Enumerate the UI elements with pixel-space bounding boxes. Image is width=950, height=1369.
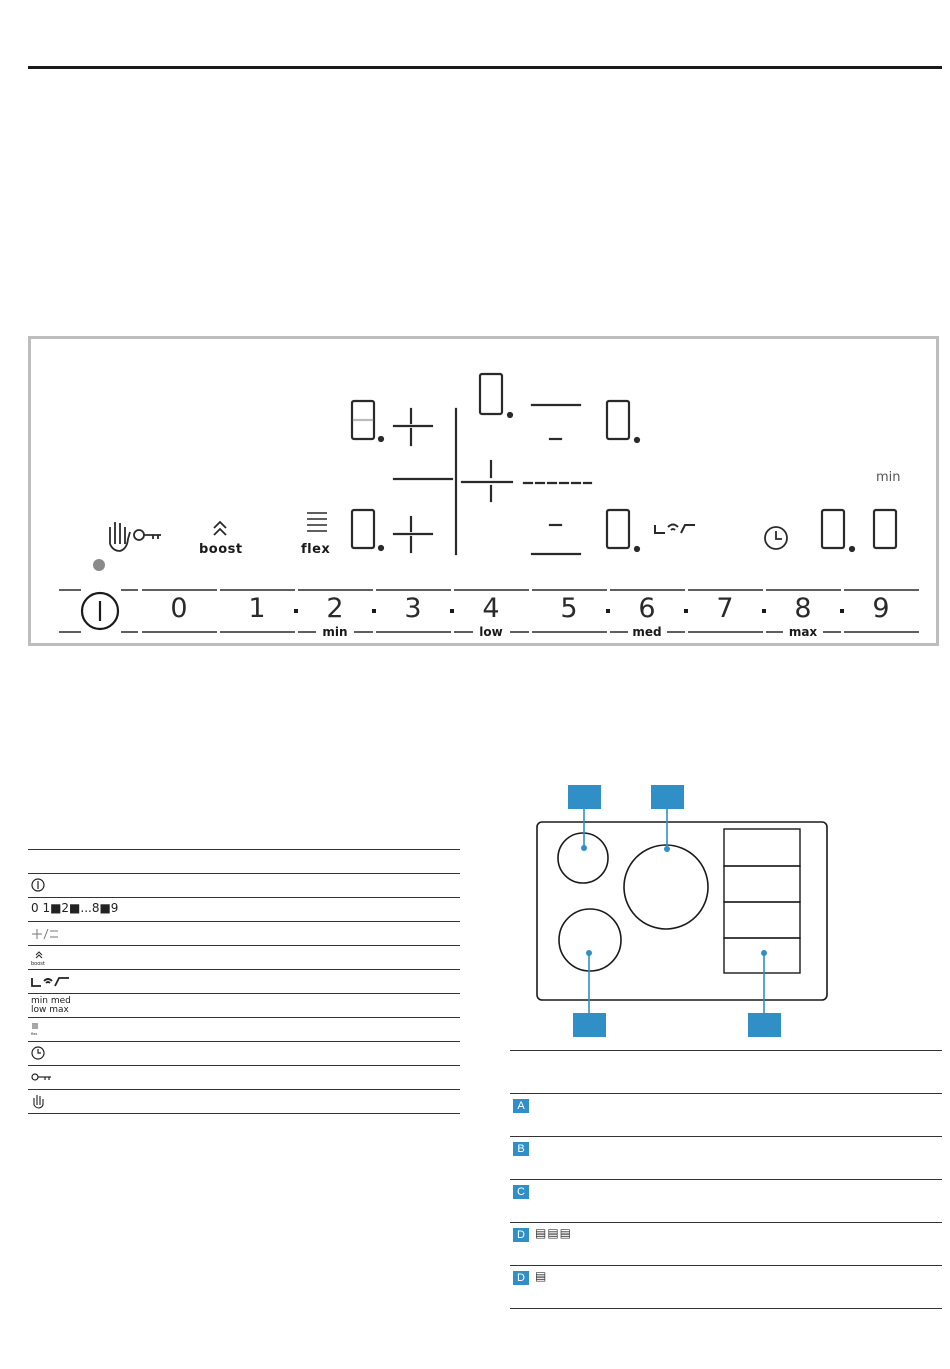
key-8-sublabel: max bbox=[788, 625, 818, 639]
legend-row-levels bbox=[28, 898, 460, 922]
key-1[interactable]: 1 bbox=[248, 593, 266, 624]
zone-b-burner bbox=[624, 845, 708, 929]
leader-dots bbox=[581, 845, 767, 956]
zones-row-spacer bbox=[510, 1051, 942, 1094]
zones-row-a bbox=[510, 1094, 942, 1137]
flex-icon bbox=[307, 513, 327, 531]
leader-lines bbox=[584, 798, 764, 1015]
plus-minus-icon-top-left bbox=[394, 409, 432, 445]
boost-icon bbox=[214, 522, 226, 535]
legend-row-hand bbox=[28, 1090, 460, 1114]
zones-row-d-single bbox=[510, 1266, 942, 1309]
flex-segment-single-icon: ▤ bbox=[535, 1269, 548, 1283]
callout-tag-top-left bbox=[568, 785, 601, 809]
hand-icon bbox=[31, 1093, 45, 1109]
key-6-sublabel: med bbox=[632, 625, 662, 639]
key-4-sublabel: low bbox=[479, 625, 503, 639]
key-4[interactable]: 4 bbox=[482, 593, 500, 624]
callout-tag-bottom-right bbox=[748, 1013, 781, 1037]
zone-badge-a: A bbox=[513, 1099, 529, 1113]
boost-label: boost bbox=[199, 542, 243, 557]
callout-tag-bottom-left bbox=[573, 1013, 606, 1037]
legend-row-levels-names bbox=[28, 994, 460, 1018]
zone-badge-d-single: D bbox=[513, 1271, 529, 1285]
key-8[interactable]: 8 bbox=[794, 593, 812, 624]
svg-text:boost: boost bbox=[31, 961, 45, 967]
zone-badge-b: B bbox=[513, 1142, 529, 1156]
indicator-dot bbox=[93, 559, 105, 571]
zones-row-b bbox=[510, 1137, 942, 1180]
zones-row-d-full bbox=[510, 1223, 942, 1266]
legend-row-spacer bbox=[28, 850, 460, 874]
power-button-icon bbox=[82, 593, 118, 629]
legend-row-flex bbox=[28, 1018, 460, 1042]
key-2-sublabel: min bbox=[322, 625, 348, 639]
legend-row-key bbox=[28, 1066, 460, 1090]
zone-badge-d-full: D bbox=[513, 1228, 529, 1242]
zone-c-burner bbox=[559, 909, 621, 971]
control-panel bbox=[28, 336, 939, 646]
key-7[interactable]: 7 bbox=[716, 593, 734, 624]
digit-display-top-left bbox=[352, 401, 374, 439]
hand-key-icons bbox=[110, 522, 161, 551]
svg-text:flex: flex bbox=[31, 1032, 38, 1036]
key-3[interactable]: 3 bbox=[404, 593, 422, 624]
legend-row-sensor bbox=[28, 970, 460, 994]
legend-row-boost bbox=[28, 946, 460, 970]
flex-segments-full-icon: ▤▤▤ bbox=[535, 1226, 573, 1240]
levels-text: 0 1■2■...8■9 bbox=[31, 901, 119, 915]
zones-row-c bbox=[510, 1180, 942, 1223]
sensor-icon bbox=[655, 525, 695, 534]
key-icon bbox=[31, 1072, 53, 1082]
flex-icon bbox=[31, 1022, 45, 1038]
callout-tag-top-right bbox=[651, 785, 684, 809]
cooktop-diagram bbox=[500, 780, 840, 1040]
key-2[interactable]: 2 bbox=[326, 593, 344, 624]
legend-row-clock bbox=[28, 1042, 460, 1066]
timer-unit-label: min bbox=[876, 470, 901, 485]
key-0[interactable]: 0 bbox=[170, 593, 188, 624]
flex-label: flex bbox=[301, 542, 331, 557]
legend-row-power bbox=[28, 874, 460, 898]
clock-icon bbox=[31, 1046, 45, 1060]
key-6[interactable]: 6 bbox=[638, 593, 656, 624]
level-names-text: min med low max bbox=[31, 996, 71, 1015]
key-9[interactable]: 9 bbox=[872, 593, 890, 624]
power-icon bbox=[31, 878, 45, 892]
top-rule bbox=[28, 66, 942, 69]
zone-a-burner bbox=[558, 833, 608, 883]
plus-minus-icon bbox=[31, 927, 59, 941]
legend-row-plus-minus bbox=[28, 922, 460, 946]
key-5[interactable]: 5 bbox=[560, 593, 578, 624]
sensor-icon bbox=[31, 975, 71, 989]
boost-icon bbox=[31, 949, 51, 967]
clock-icon bbox=[765, 527, 787, 549]
zone-badge-c: C bbox=[513, 1185, 529, 1199]
